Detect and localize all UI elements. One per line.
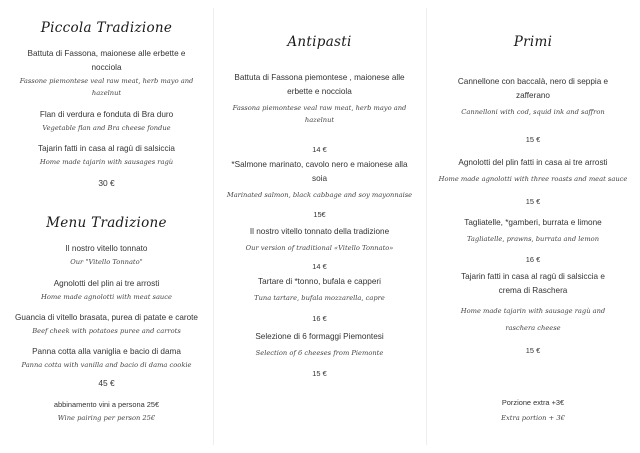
item-translation: Tagliatelle, prawns, burrata and lemon (466, 235, 600, 243)
menu-item (219, 158, 420, 201)
item-translation: Our "Vitello Tonnato" (70, 258, 143, 266)
item-translation: Panna cotta with vanilla and bacio di dama cookie (21, 361, 192, 369)
item-name: Panna cotta alla vaniglia e bacio di dama (32, 347, 181, 356)
wine-pairing (6, 398, 207, 424)
item-price: 14 € (312, 262, 327, 271)
column-divider (426, 8, 427, 445)
item-translation: Home made agnolotti with meat sauce (41, 293, 172, 301)
item-translation: Marinated salmon, black cabbage and soy mayonnaise (226, 191, 413, 199)
menu-item (6, 242, 207, 268)
item-translation: Cannelloni with cod, squid ink and saffron (461, 108, 605, 116)
item-translation: Selection of 6 cheeses from Piemonte (255, 349, 384, 357)
item-translation: Fassone piemontese veal raw meat, herb mayo and (19, 77, 194, 85)
pairing-english: Wine pairing per person 25€ (57, 414, 156, 422)
menu-item (6, 108, 207, 134)
menu-item (6, 142, 207, 168)
item-name: Selezione di 6 formaggi Piemontesi (255, 332, 384, 341)
column-divider (213, 8, 214, 445)
menu-item (219, 275, 420, 304)
pairing-italian: abbinamento vini a persona 25€ (53, 400, 160, 409)
primi-title: Primi (513, 34, 553, 50)
item-translation: Beef cheek with potatoes puree and carrots (32, 327, 181, 335)
menu-item (6, 311, 207, 337)
item-price: 16 € (312, 314, 327, 323)
item-price: 14 € (312, 145, 327, 154)
item-price: 16 € (525, 255, 541, 264)
item-name: Tagliatelle, *gamberi, burrata e limone (464, 218, 602, 227)
item-name: zafferano (516, 91, 550, 100)
item-price: 15 € (525, 346, 541, 355)
menu-item (6, 47, 207, 99)
menu-item (6, 345, 207, 371)
menu-tradizione-title: Menu Tradizione (46, 215, 167, 231)
item-name: Tartare di *tonno, bufala e capperi (258, 277, 381, 286)
menu-item (432, 270, 634, 337)
piccola-price: 30 € (98, 178, 115, 188)
extra-english: Extra portion + 3€ (501, 414, 565, 422)
item-name: *Salmone marinato, cavolo nero e maionese alla (231, 160, 408, 169)
item-name: Battuta di Fassona, maionese alle erbette e (27, 49, 186, 58)
item-name: nocciola (91, 63, 122, 72)
item-translation: hazelnut (304, 116, 335, 124)
item-price: 15€ (313, 210, 326, 219)
menu-item (6, 277, 207, 303)
item-name: Guancia di vitello brasata, purea di patate e carote (15, 313, 198, 322)
item-name: crema di Raschera (498, 286, 568, 295)
piccola-tradizione-title: Piccola Tradizione (40, 20, 173, 36)
item-name: Il nostro vitello tonnato della tradizione (249, 227, 390, 236)
item-name: soia (311, 174, 328, 183)
menu-tradizione-price: 45 € (98, 378, 115, 388)
item-name: Flan di verdura e fonduta di Bra duro (39, 110, 174, 119)
menu-item (432, 216, 634, 245)
item-name: Il nostro vitello tonnato (65, 244, 148, 253)
item-translation: raschera cheese (505, 324, 561, 332)
menu-item (432, 75, 634, 118)
menu-item (219, 225, 420, 254)
item-name: erbette e nocciola (287, 87, 352, 96)
menu-item (432, 156, 634, 185)
item-name: Battuta di Fassona piemontese , maionese alle (234, 73, 405, 82)
item-translation: Our version of traditional «Vitello Tonnato» (245, 244, 394, 252)
menu-item (219, 71, 420, 126)
item-name: Agnolotti del plin fatti in casa ai tre arrosti (458, 158, 608, 167)
item-translation: hazelnut (91, 89, 122, 97)
item-translation: Home made tajarin with sausages ragù (39, 158, 174, 166)
item-price: 15 € (525, 197, 541, 206)
extra-italian: Porzione extra +3€ (501, 398, 565, 407)
antipasti-title: Antipasti (287, 34, 352, 50)
item-translation: Home made agnolotti with three roasts and meat sauce (438, 175, 628, 183)
item-name: Agnolotti del plin ai tre arrosti (53, 279, 160, 288)
item-translation: Fassona piemontese veal raw meat, herb mayo and (232, 104, 407, 112)
item-translation: Home made tajarin with sausage ragù and (460, 307, 606, 315)
item-name: Cannellone con baccalà, nero di seppia e (457, 77, 609, 86)
item-name: Tajarin fatti in casa al ragù di salsiccia e (461, 272, 605, 281)
item-price: 15 € (312, 369, 327, 378)
menu-item (219, 330, 420, 359)
item-price: 15 € (525, 135, 541, 144)
item-name: Tajarin fatti in casa al ragù di salsiccia (38, 144, 175, 153)
item-translation: Vegetable flan and Bra cheese fondue (42, 124, 171, 132)
item-translation: Tuna tartare, bufala mozzarella, capre (254, 294, 385, 302)
extra-portion-note (432, 396, 634, 424)
